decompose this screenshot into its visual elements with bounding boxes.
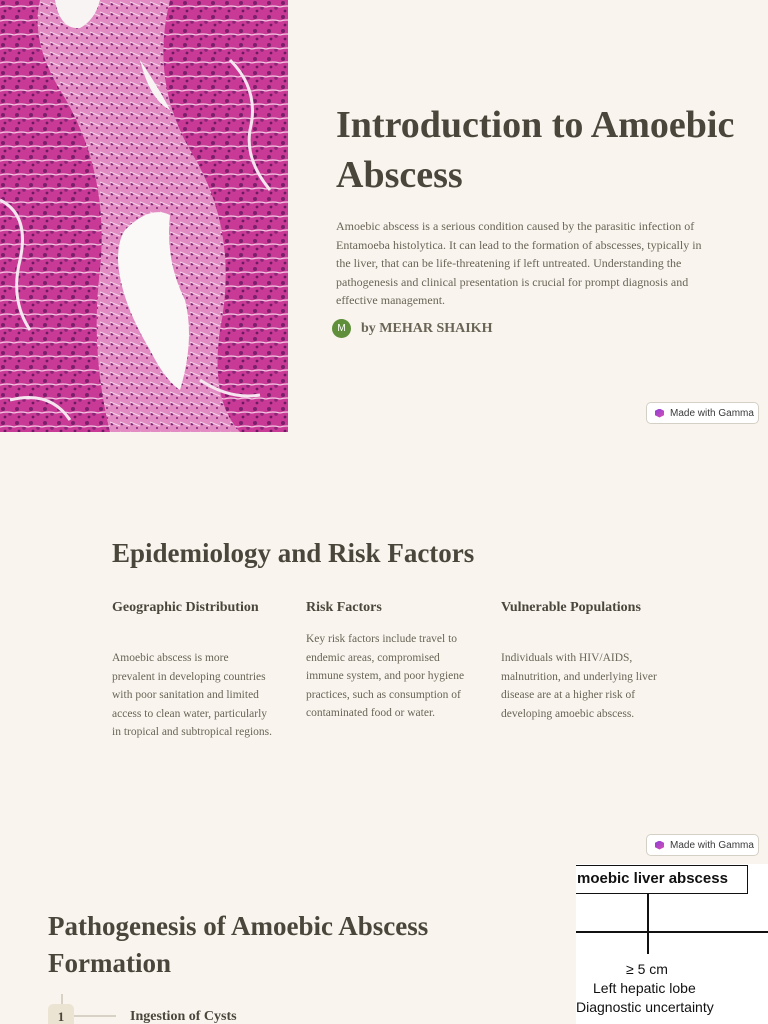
diagram-title: moebic liver abscess: [577, 870, 728, 887]
badge-label: Made with Gamma: [670, 407, 754, 419]
slide-title: Introduction to Amoebic Abscess: [336, 104, 735, 196]
column-vulnerable-populations: [501, 599, 661, 720]
pathogenesis-slide: [0, 864, 768, 1024]
slide-title: Pathogenesis of Amoebic Abscess Formation: [48, 911, 429, 978]
gamma-logo-icon: [655, 409, 664, 418]
diagram-text: Diagnostic uncertainty: [576, 999, 714, 1015]
title-slide: [0, 0, 768, 432]
step-label: Ingestion of Cysts: [130, 1009, 237, 1024]
diagram-branch: [576, 931, 768, 933]
slide-title: Epidemiology and Risk Factors: [112, 538, 475, 568]
histology-image: [0, 0, 288, 432]
made-with-gamma-button[interactable]: [646, 834, 759, 856]
column-text: Amoebic abscess is more prevalent in developing countries with poor sanitation and limited access to clean water, particularly in tropical and subtropical regions.: [112, 652, 273, 739]
liver-abscess-diagram: [576, 864, 768, 1024]
badge-label: Made with Gamma: [670, 839, 754, 851]
made-with-gamma-button[interactable]: [646, 402, 759, 424]
column-text: Key risk factors include travel to endemic areas, compromised immune system, and poor hygiene practices, such as consumption of contaminated food or water.: [306, 633, 465, 720]
epidemiology-slide: [0, 432, 768, 864]
gamma-logo-icon: [655, 841, 664, 850]
diagram-text: ≥ 5 cm: [626, 961, 668, 977]
slide-description: Amoebic abscess is a serious condition caused by the parasitic infection of Entamoeba histolytica. It can lead to the formation of abscesses, typically in the liver, that can be life-threatening if left untreated. Understanding the pathogenesis and clinical presentation is crucial for prompt diagnosis and effective management.: [336, 219, 702, 308]
column-heading: Geographic Distribution: [112, 600, 259, 615]
column-risk-factors: [306, 599, 466, 720]
column-heading: Risk Factors: [306, 600, 382, 615]
step-number: 1: [48, 1004, 74, 1024]
diagram-text: Left hepatic lobe: [593, 980, 696, 996]
column-geographic-distribution: [112, 599, 273, 739]
diagram-connector: [647, 894, 649, 954]
author-block: [332, 319, 492, 338]
timeline-connector: [74, 1015, 116, 1017]
avatar: M: [332, 319, 351, 338]
column-text: Individuals with HIV/AIDS, malnutrition, and underlying liver disease are at a higher risk of developing amoebic abscess.: [501, 652, 657, 720]
author-name: by MEHAR SHAIKH: [361, 320, 493, 336]
column-heading: Vulnerable Populations: [501, 600, 641, 615]
